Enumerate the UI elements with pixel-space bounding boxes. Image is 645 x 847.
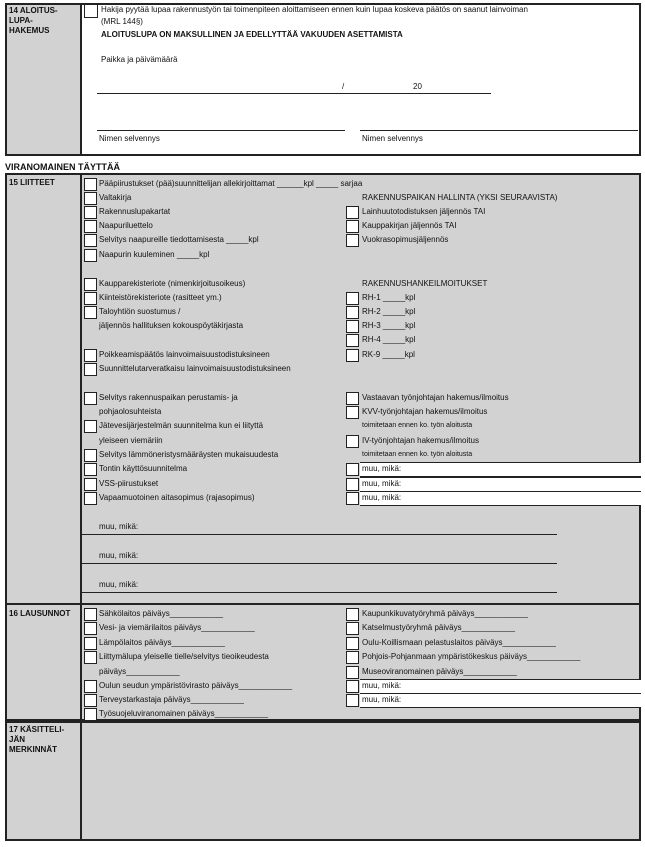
rh-form-5-checkbox[interactable] <box>346 349 359 362</box>
place-date-line[interactable] <box>97 93 491 94</box>
statement-4-label: Liittymälupa yleiselle tielle/selvitys tieoikeudesta <box>99 652 269 661</box>
attachment-17-checkbox[interactable] <box>84 449 97 462</box>
supervisor-2-label: KVV-työnjohtajan hakemus/ilmoitus <box>362 407 488 416</box>
site-control-heading: RAKENNUSPAIKAN HALLINTA (YKSI SEURAAVISTA) <box>362 193 558 202</box>
other-attachment-line-2[interactable] <box>82 563 557 564</box>
attachment-11-checkbox[interactable] <box>84 349 97 362</box>
attachment-5-label: Selvitys naapureille tiedottamisesta _____kpl <box>99 235 259 244</box>
attachment-13-checkbox[interactable] <box>84 392 97 405</box>
attachment-15-checkbox[interactable] <box>84 420 97 433</box>
statement-r7-label: muu, mikä: <box>362 695 402 704</box>
project-notice-heading: RAKENNUSHANKEILMOITUKSET <box>362 279 488 288</box>
attachment-1-checkbox[interactable] <box>84 178 97 191</box>
attachment-19-checkbox[interactable] <box>84 478 97 491</box>
attachment-18-label: Tontin käyttösuunnitelma <box>99 464 188 473</box>
other-attachment-line-3[interactable] <box>82 592 557 593</box>
statement-r1-label: Kaupunkikuvatyöryhmä päiväys____________ <box>362 609 528 618</box>
statement-r3-label: Oulu-Koillismaan pelastuslaitos päiväys____________ <box>362 638 556 647</box>
rh-form-3-checkbox[interactable] <box>346 320 359 333</box>
section-14-label: 14 ALOITUS- LUPA- HAKEMUS <box>9 6 58 35</box>
rh-form-3-label: RH-3 _____kpl <box>362 321 416 330</box>
attachment-14-label: pohjaolosuhteista <box>99 407 162 416</box>
attachment-12-checkbox[interactable] <box>84 363 97 376</box>
other-attachment-label-3: muu, mikä: <box>99 580 139 589</box>
statement-2-label: Vesi- ja viemärilaitos päiväys____________ <box>99 623 255 632</box>
statement-r5-checkbox[interactable] <box>346 666 359 679</box>
supervisor-3-label: toimitetaan ennen ko. työn aloitusta <box>362 422 473 429</box>
attachment-8-label: Kiinteistörekisteriote (rasitteet ym.) <box>99 293 222 302</box>
supervisor-other-1-field[interactable] <box>360 462 641 477</box>
attachment-5-checkbox[interactable] <box>84 234 97 247</box>
place-date-label: Paikka ja päivämäärä <box>101 55 178 64</box>
supervisor-1-label: Vastaavan työnjohtajan hakemus/ilmoitus <box>362 393 509 402</box>
statement-8-checkbox[interactable] <box>84 708 97 721</box>
supervisor-8-label: muu, mikä: <box>362 493 402 502</box>
rh-form-1-checkbox[interactable] <box>346 292 359 305</box>
site-control-1-label: Lainhuutotodistuksen jäljennös TAI <box>362 207 486 216</box>
other-attachment-label-1: muu, mikä: <box>99 522 139 531</box>
site-control-3-label: Vuokrasopimusjäljennös <box>362 235 449 244</box>
authority-heading: VIRANOMAINEN TÄYTTÄÄ <box>5 162 120 172</box>
attachment-10-label: jäljennös hallituksen kokouspöytäkirjasta <box>99 321 244 330</box>
attachment-3-checkbox[interactable] <box>84 206 97 219</box>
rh-form-2-checkbox[interactable] <box>346 306 359 319</box>
rh-form-1-label: RH-1 _____kpl <box>362 293 416 302</box>
statement-2-checkbox[interactable] <box>84 622 97 635</box>
name-clarification-1: Nimen selvennys <box>99 134 160 143</box>
statement-7-label: Terveystarkastaja päiväys____________ <box>99 695 244 704</box>
attachment-15-label: Jätevesijärjestelmän suunnitelma kun ei liityttä <box>99 421 264 430</box>
attachment-7-checkbox[interactable] <box>84 278 97 291</box>
statement-r6-checkbox[interactable] <box>346 680 359 693</box>
statement-other-1-field[interactable] <box>360 679 641 694</box>
statement-r4-checkbox[interactable] <box>346 651 359 664</box>
attachment-1-label: Pääpiirustukset (pää)suunnittelijan allekirjoittamat ______kpl _____ sarjaa <box>99 179 363 188</box>
section-17-label: 17 KÄSITTELI- JÄN MERKINNÄT <box>9 725 65 754</box>
statement-3-label: Lämpölaitos päiväys____________ <box>99 638 225 647</box>
statement-r2-label: Katselmustyöryhmä päiväys____________ <box>362 623 515 632</box>
attachment-18-checkbox[interactable] <box>84 463 97 476</box>
fee-notice: ALOITUSLUPA ON MAKSULLINEN JA EDELLYTTÄÄ VAKUUDEN ASETTAMISTA <box>101 30 403 39</box>
attachment-2-checkbox[interactable] <box>84 192 97 205</box>
supervisor-other-3-field[interactable] <box>360 491 641 506</box>
attachment-6-checkbox[interactable] <box>84 249 97 262</box>
section-15-label: 15 LIITTEET <box>9 178 55 187</box>
statement-5-label: päiväys____________ <box>99 667 180 676</box>
site-control-3-checkbox[interactable] <box>346 234 359 247</box>
statement-r7-checkbox[interactable] <box>346 694 359 707</box>
section-16-divider <box>80 605 82 721</box>
supervisor-7-checkbox[interactable] <box>346 478 359 491</box>
rh-form-4-label: RH-4 _____kpl <box>362 335 416 344</box>
statement-r1-checkbox[interactable] <box>346 608 359 621</box>
other-attachment-label-2: muu, mikä: <box>99 551 139 560</box>
supervisor-2-checkbox[interactable] <box>346 406 359 419</box>
attachment-20-label: Vapaamuotoinen aitasopimus (rajasopimus) <box>99 493 255 502</box>
statement-r5-label: Museoviranomainen päiväys____________ <box>362 667 517 676</box>
year-prefix: 20 <box>413 82 422 91</box>
statement-r6-label: muu, mikä: <box>362 681 402 690</box>
section-16-label: 16 LAUSUNNOT <box>9 609 71 618</box>
statement-6-label: Oulun seudun ympäristövirasto päiväys____________ <box>99 681 293 690</box>
site-control-2-label: Kauppakirjan jäljennös TAI <box>362 221 457 230</box>
supervisor-8-checkbox[interactable] <box>346 492 359 505</box>
statement-other-2-field[interactable] <box>360 693 641 708</box>
attachment-11-label: Poikkeamispäätös lainvoimaisuustodistuksineen <box>99 350 270 359</box>
supervisor-6-checkbox[interactable] <box>346 463 359 476</box>
statement-r4-label: Pohjois-Pohjanmaan ympäristökeskus päiväys____________ <box>362 652 581 661</box>
statement-6-checkbox[interactable] <box>84 680 97 693</box>
statement-8-label: Työsuojeluviranomainen päiväys____________ <box>99 709 269 718</box>
attachment-19-label: VSS-piirustukset <box>99 479 159 488</box>
supervisor-5-label: toimitetaan ennen ko. työn aloitusta <box>362 451 473 458</box>
attachment-17-label: Selvitys lämmöneristysmääräysten mukaisuudesta <box>99 450 279 459</box>
attachment-7-label: Kaupparekisteriote (nimenkirjoitusoikeus) <box>99 279 246 288</box>
supervisor-6-label: muu, mikä: <box>362 464 402 473</box>
attachment-3-label: Rakennuslupakartat <box>99 207 171 216</box>
rh-form-4-checkbox[interactable] <box>346 334 359 347</box>
section-15-divider <box>80 173 82 605</box>
signature-line-1[interactable] <box>97 130 345 131</box>
statement-1-label: Sähkölaitos päiväys____________ <box>99 609 224 618</box>
supervisor-other-2-field[interactable] <box>360 477 641 492</box>
statement-3-checkbox[interactable] <box>84 637 97 650</box>
section-17-frame <box>5 721 641 841</box>
early-start-checkbox[interactable] <box>84 4 98 18</box>
section-17-divider <box>80 721 82 841</box>
supervisor-7-label: muu, mikä: <box>362 479 402 488</box>
early-start-text: Hakija pyytää lupaa rakennustyön tai toimenpiteen aloittamiseen ennen kuin lupaa koskeva päätös on saanut lainvoiman <box>101 5 528 14</box>
attachment-12-label: Suunnittelutarveratkaisu lainvoimaisuustodistuksineen <box>99 364 291 373</box>
statement-r3-checkbox[interactable] <box>346 637 359 650</box>
rh-form-2-label: RH-2 _____kpl <box>362 307 416 316</box>
site-control-1-checkbox[interactable] <box>346 206 359 219</box>
rh-form-5-label: RK-9 _____kpl <box>362 350 415 359</box>
site-control-2-checkbox[interactable] <box>346 220 359 233</box>
attachment-4-checkbox[interactable] <box>84 220 97 233</box>
attachment-16-label: yleiseen viemäriin <box>99 436 163 445</box>
attachment-8-checkbox[interactable] <box>84 292 97 305</box>
mrl-reference: (MRL 144§) <box>101 17 143 26</box>
supervisor-4-label: IV-työnjohtajan hakemus/ilmoitus <box>362 436 479 445</box>
statement-4-checkbox[interactable] <box>84 651 97 664</box>
attachment-13-label: Selvitys rakennuspaikan perustamis- ja <box>99 393 238 402</box>
statement-r2-checkbox[interactable] <box>346 622 359 635</box>
attachment-2-label: Valtakirja <box>99 193 132 202</box>
other-attachment-line-1[interactable] <box>82 534 557 535</box>
attachment-20-checkbox[interactable] <box>84 492 97 505</box>
signature-line-2[interactable] <box>360 130 638 131</box>
attachment-9-checkbox[interactable] <box>84 306 97 319</box>
attachment-4-label: Naapuriluettelo <box>99 221 153 230</box>
date-slash: / <box>342 82 345 91</box>
attachment-9-label: Taloyhtiön suostumus / <box>99 307 181 316</box>
attachment-6-label: Naapurin kuuleminen _____kpl <box>99 250 210 259</box>
statement-7-checkbox[interactable] <box>84 694 97 707</box>
supervisor-4-checkbox[interactable] <box>346 435 359 448</box>
supervisor-1-checkbox[interactable] <box>346 392 359 405</box>
name-clarification-2: Nimen selvennys <box>362 134 423 143</box>
statement-1-checkbox[interactable] <box>84 608 97 621</box>
